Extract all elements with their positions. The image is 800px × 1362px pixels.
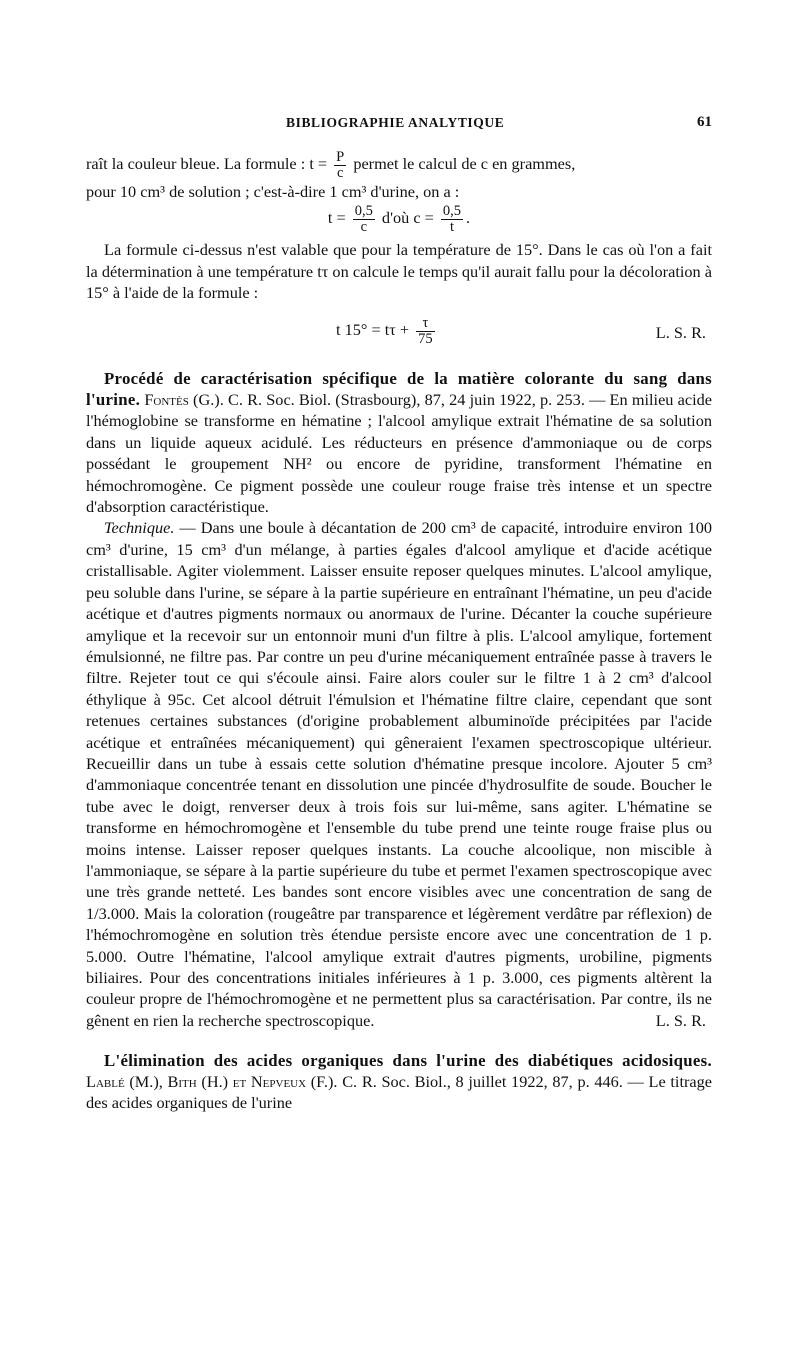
formula-line-start: raît la couleur bleue. La formule : t = [86,154,332,174]
fraction-numerator: τ [416,316,435,332]
article-authors: Lablé (M.), Bith (H.) et Nepveux (F.). [86,1072,338,1092]
fraction-denominator: c [336,165,344,181]
signature: L. S. R. [655,322,706,342]
fraction-denominator: t [449,219,454,236]
running-header [86,112,712,136]
formula-line-end: permet le calcul de c en grammes, [349,154,576,174]
fraction-denominator: 75 [418,330,433,347]
article-1 [86,368,712,1032]
eq-t-label: t = [327,208,350,228]
technique-text: — Dans une boule à décantation de 200 cm³ de capacité, introduire environ 100 cm³ d'urine, 15 cm³ d'un mélange, à parties égales d'alcool amylique et d'acide acétique cristallisable. Agiter violemment. Laisser ensuite reposer quelques minutes. L'alcool amylique, peu soluble dans l'urine, se sépare à la partie supérieure en entraînant l'hématine, un peu d'acide acétique et d'autres pigments normaux ou anormaux de l'urine. Décanter la couche supérieure amylique et la recevoir sur un entonnoir muni d'un filtre à plis. L'alcool amylique, fortement émulsionné, ne filtre pas. Par contre un peu d'urine mécaniquement entraînée passe à travers le filtre. Rejeter tout ce qui s'écoule ainsi. Faire alors couler sur le filtre 1 à 2 cm³ d'alcool éthylique à 95c. Cet alcool détruit l'émulsion et l'hématine filtre claire, cependant que sont retenues certaines substances (d'origine probablement albuminoïde précipitées par l'acide acétique et entraînées mécaniquement) qui gêneraient l'examen spectroscopique ultérieur. Recueillir dans un tube à essais cette solution d'hématine presque incolore. Ajouter 5 cm³ d'ammoniaque concentrée tenant en dissolution une pincée d'hydrosulfite de soude. Boucher le tube avec le doigt, renverser deux à trois fois sur lui-même, sans agiter. L'hématine se transforme en hémochromogène et l'ensemble du tube prend une teinte rouge fraise plus ou moins intense. Laisser reposer quelques instants. La couche alcoolique, non miscible à l'ammoniaque, se sépare à la partie supérieure du tube et permet l'examen spectroscopique avec une très grande netteté. Les bandes sont encore visibles avec une concentration de sang de 1/3.000. Mais la coloration (rougeâtre par transparence et légèrement verdâtre par réflexion) de l'hémochromogène en solution très étendue persiste encore avec une concentration de 1 p. 5.000. Outre l'hématine, l'alcool amylique extrait d'autres pigments, urobiline, pigments biliaires. Pour des concentrations initiales inférieures à 1 p. 3.000, ces pigments altèrent la couleur propre de l'hémochromogène et ne permettent plus sa caractérisation. Par contre, ils ne gênent en rien la recherche spectroscopique. [86,518,712,1030]
fraction-tau-over-75 [416,316,435,347]
eq-mid-text: d'où c = [377,208,438,228]
article-author: Fontès [144,390,189,410]
fraction-numerator: 0,5 [442,203,462,220]
running-title: BIBLIOGRAPHIE ANALYTIQUE [286,115,505,130]
article-title: Procédé de caractérisation spécifique de la matière colorante du sang dans l'urine. [86,368,712,410]
fraction-numerator: 0,5 [354,203,373,220]
temperature-formula [336,316,438,347]
article-citation: (G.). C. R. Soc. Biol. (Strasbourg), 87, 24 juin 1922, p. 253. — En milieu acide l'hémoglobine se transforme en hématine ; l'alcool amylique extrait l'hématine de sa solution dans un liquide aqueux acidulé. Les réducteurs en présence d'ammoniaque ou de corps possédant le groupement NH² ou encore de pyridine, transforment l'hématine en hémochromogène. Ce pigment possède une couleur rouge fraise très intense et un spectre d'absorption caractéristique. [86,390,712,517]
fraction-05-over-c [353,204,375,235]
eq2-left: t 15° = tτ + [336,319,414,339]
formula-line [86,150,712,181]
equation-temperature [86,310,712,350]
document-page [86,112,712,1114]
article-2-body [86,1050,712,1114]
article-title: L'élimination des acides organiques dans l'urine des diabétiques acidosiques. [104,1050,712,1070]
article-citation: C. R. Soc. Biol., 8 juillet 1922, 87, p. 446. — Le titrage des acides organiques de l'urine [86,1072,712,1113]
eq-end: . [466,208,471,228]
equation-t [86,204,712,235]
technique-paragraph [86,517,712,1031]
signature: L. S. R. [655,1011,706,1031]
intro-line-2: pour 10 cm³ de solution ; c'est-à-dire 1 cm³ d'urine, on a : [86,182,460,201]
fraction-denominator: c [360,219,368,236]
technique-label: Technique. [104,518,175,538]
article-2 [86,1050,712,1114]
fraction-p-over-c [334,150,346,181]
fraction-05-over-t [441,204,463,235]
fraction-numerator: P [336,149,345,165]
temperature-paragraph: La formule ci-dessus n'est valable que pour la température de 15°. Dans le cas où l'on a fait la détermination à une température tτ on calcule le temps qu'il aurait fallu pour la décoloration à 15° à l'aide de la formule : [86,240,712,303]
article-1-body [86,368,712,518]
page-number: 61 [697,114,712,130]
